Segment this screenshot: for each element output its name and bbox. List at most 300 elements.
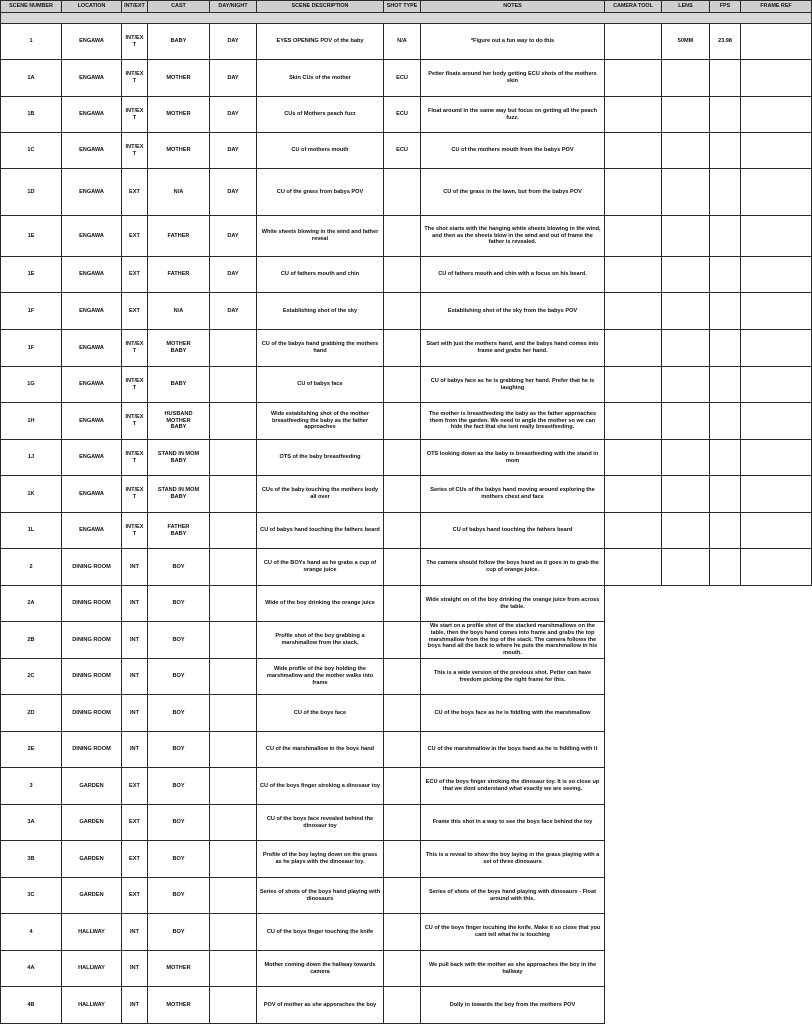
int-ext-cell: INT/EXT <box>122 24 148 60</box>
table-row <box>1 476 812 513</box>
shot-type-cell <box>384 805 421 841</box>
scene-number-cell: 1G <box>1 367 62 403</box>
frame-ref-cell <box>741 476 812 513</box>
location-cell: ENGAWA <box>62 97 122 133</box>
notes-cell: We pull back with the mother as she approaches the boy in the hallway <box>421 951 605 987</box>
header-fps: FPS <box>710 1 741 13</box>
cast-cell <box>148 513 210 549</box>
fps-cell <box>710 476 741 513</box>
day-night-cell <box>210 768 257 805</box>
lens-cell <box>662 622 710 659</box>
scene-number-cell: 4A <box>1 951 62 987</box>
location-cell: GARDEN <box>62 768 122 805</box>
shot-type-cell <box>384 440 421 476</box>
int-ext-cell: INT/EXT <box>122 403 148 440</box>
cast-member: MOTHER <box>166 341 191 348</box>
location-cell: GARDEN <box>62 805 122 841</box>
table-row <box>1 330 812 367</box>
shot-type-cell <box>384 257 421 293</box>
notes-cell: Wide straight on of the boy drinking the orange juice from across the table. <box>421 586 605 622</box>
fps-cell <box>710 622 741 659</box>
fps-cell <box>710 549 741 586</box>
lens-cell <box>662 768 710 805</box>
scene-number-cell: 4 <box>1 914 62 951</box>
frame-ref-cell <box>741 97 812 133</box>
cast-member: N/A <box>173 188 184 195</box>
shot-type-cell <box>384 914 421 951</box>
scene-number-cell: 4B <box>1 987 62 1024</box>
frame-ref-cell <box>741 768 812 805</box>
location-cell: DINING ROOM <box>62 622 122 659</box>
fps-cell <box>710 403 741 440</box>
lens-cell <box>662 878 710 914</box>
header-lens: LENS <box>662 1 710 13</box>
camera-tool-cell <box>605 367 662 403</box>
table-row <box>1 695 812 732</box>
frame-ref-cell <box>741 216 812 257</box>
notes-cell: CU of fathers mouth and chin with a focus on his beard. <box>421 257 605 293</box>
lens-cell <box>662 695 710 732</box>
scene-description-cell: Mother coming down the hallway towards camera <box>257 951 384 987</box>
location-cell: DINING ROOM <box>62 659 122 695</box>
scene-number-cell: 2D <box>1 695 62 732</box>
cast-cell <box>148 24 210 60</box>
cast-cell <box>148 987 210 1024</box>
notes-cell: Petter floats around her body getting ECU shots of the mothers skin <box>421 60 605 97</box>
location-cell: ENGAWA <box>62 257 122 293</box>
notes-cell: *Figure out a fun way to do this <box>421 24 605 60</box>
int-ext-cell: INT <box>122 732 148 768</box>
int-ext-cell: INT/EXT <box>122 133 148 169</box>
notes-cell: Series of shots of the boys hand playing with dinosaurs - Float around with this. <box>421 878 605 914</box>
camera-tool-cell <box>605 659 662 695</box>
notes-cell: The shot starts with the hanging white sheets blowing in the wind, and then as the sheets blow in the wind and out of frame the father is revealed. <box>421 216 605 257</box>
scene-number-cell: 2E <box>1 732 62 768</box>
cast-member: BABY <box>170 494 187 500</box>
camera-tool-cell <box>605 768 662 805</box>
cast-member: BOY <box>172 673 185 679</box>
location-cell: ENGAWA <box>62 476 122 513</box>
int-ext-cell: INT/EXT <box>122 440 148 476</box>
scene-number-cell: 2B <box>1 622 62 659</box>
lens-cell: 50MM <box>662 24 710 60</box>
shot-type-cell <box>384 403 421 440</box>
lens-cell <box>662 440 710 476</box>
scene-description-cell: Wide of the boy drinking the orange juice <box>257 586 384 622</box>
frame-ref-cell <box>741 257 812 293</box>
notes-cell: Establishing shot of the sky from the babys POV <box>421 293 605 330</box>
camera-tool-cell <box>605 914 662 951</box>
scene-description-cell: CU of the BOYs hand as he grabs a cup of orange juice <box>257 549 384 586</box>
scene-description-cell: CU of the grass from babys POV <box>257 169 384 216</box>
notes-cell: CU of babys hand touching the fathers beard <box>421 513 605 549</box>
scene-description-cell: CU of fathers mouth and chin <box>257 257 384 293</box>
scene-description-cell: Profile shot of the boy grabbing a marshmallow from the stack. <box>257 622 384 659</box>
camera-tool-cell <box>605 97 662 133</box>
shot-type-cell <box>384 293 421 330</box>
int-ext-cell: INT/EXT <box>122 367 148 403</box>
int-ext-cell: EXT <box>122 805 148 841</box>
shot-type-cell: ECU <box>384 97 421 133</box>
day-night-cell <box>210 878 257 914</box>
scene-description-cell: CU of the boys face revealed behind the dinosaur toy <box>257 805 384 841</box>
int-ext-cell: INT/EXT <box>122 60 148 97</box>
fps-cell: 23.98 <box>710 24 741 60</box>
day-night-cell <box>210 330 257 367</box>
location-cell: ENGAWA <box>62 330 122 367</box>
fps-cell <box>710 695 741 732</box>
lens-cell <box>662 330 710 367</box>
table-row <box>1 24 812 60</box>
notes-cell: CU of the boys finger tocuhing the knife. Make it so close that you cant tell what he is touching <box>421 914 605 951</box>
location-cell: ENGAWA <box>62 60 122 97</box>
notes-cell: Dolly in towards the boy from the mothers POV <box>421 987 605 1024</box>
lens-cell <box>662 841 710 878</box>
table-row <box>1 133 812 169</box>
notes-cell: We start on a profile shot of the stacked marshmallows on the table, then the boys hand comes into frame and grabs the top marshmallow from the top of the stack. The camera follows the boys hand all the back to where he puts the marshmallow in his mouth. <box>421 622 605 659</box>
spacer-cell <box>1 13 812 24</box>
header-camera-tool: CAMERA TOOL <box>605 1 662 13</box>
lens-cell <box>662 403 710 440</box>
cast-member: BOY <box>172 819 185 825</box>
header-scene-description: SCENE DESCRIPTION <box>257 1 384 13</box>
cast-cell <box>148 330 210 367</box>
notes-cell: CU of babys face as he is grabbing her hand. Prefer that he is laughing <box>421 367 605 403</box>
fps-cell <box>710 169 741 216</box>
cast-member: BABY <box>170 424 187 431</box>
cast-cell <box>148 549 210 586</box>
location-cell: DINING ROOM <box>62 732 122 768</box>
int-ext-cell: INT <box>122 987 148 1024</box>
cast-cell <box>148 951 210 987</box>
frame-ref-cell <box>741 987 812 1024</box>
camera-tool-cell <box>605 805 662 841</box>
camera-tool-cell <box>605 586 662 622</box>
cast-cell <box>148 293 210 330</box>
lens-cell <box>662 60 710 97</box>
header-cast: CAST <box>148 1 210 13</box>
fps-cell <box>710 513 741 549</box>
scene-number-cell: 1D <box>1 169 62 216</box>
scene-number-cell: 2A <box>1 586 62 622</box>
shot-type-cell <box>384 216 421 257</box>
lens-cell <box>662 169 710 216</box>
notes-cell: CU of the grass in the lawn, but from the babys POV <box>421 169 605 216</box>
scene-description-cell: CU of the boys finger stroking a dinosaur toy <box>257 768 384 805</box>
location-cell: ENGAWA <box>62 513 122 549</box>
camera-tool-cell <box>605 330 662 367</box>
cast-member: MOTHER <box>166 74 191 81</box>
camera-tool-cell <box>605 60 662 97</box>
day-night-cell: DAY <box>210 257 257 293</box>
scene-description-cell: White sheets blowing in the wind and father reveal <box>257 216 384 257</box>
table-row <box>1 878 812 914</box>
cast-member: BOY <box>172 928 185 935</box>
fps-cell <box>710 216 741 257</box>
lens-cell <box>662 914 710 951</box>
notes-cell: This is a reveal to show the boy laying in the grass playing with a set of three dinosaurs <box>421 841 605 878</box>
frame-ref-cell <box>741 403 812 440</box>
frame-ref-cell <box>741 841 812 878</box>
frame-ref-cell <box>741 169 812 216</box>
lens-cell <box>662 293 710 330</box>
day-night-cell: DAY <box>210 60 257 97</box>
table-row <box>1 914 812 951</box>
scene-description-cell: Profile of the boy laying down on the grass as he plays with the dinosaur toy. <box>257 841 384 878</box>
shot-type-cell <box>384 586 421 622</box>
camera-tool-cell <box>605 695 662 732</box>
cast-member: BOY <box>172 746 185 752</box>
shot-type-cell <box>384 513 421 549</box>
camera-tool-cell <box>605 987 662 1024</box>
location-cell: ENGAWA <box>62 440 122 476</box>
scene-number-cell: 1E <box>1 216 62 257</box>
camera-tool-cell <box>605 732 662 768</box>
location-cell: HALLWAY <box>62 914 122 951</box>
scene-number-cell: 1C <box>1 133 62 169</box>
camera-tool-cell <box>605 951 662 987</box>
lens-cell <box>662 805 710 841</box>
cast-cell <box>148 878 210 914</box>
table-row <box>1 169 812 216</box>
notes-cell: Start with just the mothers hand, and the babys hand comes into frame and grabs her hand. <box>421 330 605 367</box>
table-row <box>1 951 812 987</box>
cast-cell <box>148 367 210 403</box>
frame-ref-cell <box>741 133 812 169</box>
location-cell: DINING ROOM <box>62 586 122 622</box>
table-row <box>1 659 812 695</box>
frame-ref-cell <box>741 513 812 549</box>
scene-number-cell: 2 <box>1 549 62 586</box>
shot-type-cell <box>384 768 421 805</box>
header-row <box>1 1 812 13</box>
header-frame-ref: FRAME REF <box>741 1 812 13</box>
cast-member: FATHER <box>167 271 190 277</box>
frame-ref-cell <box>741 805 812 841</box>
lens-cell <box>662 513 710 549</box>
scene-number-cell: 1K <box>1 476 62 513</box>
scene-description-cell: Establishing shot of the sky <box>257 293 384 330</box>
fps-cell <box>710 440 741 476</box>
cast-member: BOY <box>172 782 185 789</box>
scene-description-cell: CU of the boys face <box>257 695 384 732</box>
cast-member: BOY <box>172 563 185 570</box>
camera-tool-cell <box>605 293 662 330</box>
camera-tool-cell <box>605 622 662 659</box>
location-cell: DINING ROOM <box>62 695 122 732</box>
lens-cell <box>662 951 710 987</box>
int-ext-cell: INT <box>122 549 148 586</box>
frame-ref-cell <box>741 622 812 659</box>
shot-type-cell <box>384 878 421 914</box>
shot-type-cell <box>384 622 421 659</box>
lens-cell <box>662 732 710 768</box>
location-cell: ENGAWA <box>62 403 122 440</box>
fps-cell <box>710 914 741 951</box>
fps-cell <box>710 732 741 768</box>
day-night-cell: DAY <box>210 169 257 216</box>
location-cell: HALLWAY <box>62 987 122 1024</box>
scene-number-cell: 3B <box>1 841 62 878</box>
location-cell: ENGAWA <box>62 133 122 169</box>
lens-cell <box>662 257 710 293</box>
frame-ref-cell <box>741 659 812 695</box>
frame-ref-cell <box>741 586 812 622</box>
shot-type-cell <box>384 841 421 878</box>
int-ext-cell: INT <box>122 914 148 951</box>
notes-cell: Float around in the same way but focus on getting all the peach fuzz. <box>421 97 605 133</box>
scene-number-cell: 1E <box>1 257 62 293</box>
lens-cell <box>662 549 710 586</box>
camera-tool-cell <box>605 549 662 586</box>
header-day-night: DAY/NIGHT <box>210 1 257 13</box>
camera-tool-cell <box>605 133 662 169</box>
day-night-cell: DAY <box>210 293 257 330</box>
scene-number-cell: 1B <box>1 97 62 133</box>
day-night-cell <box>210 476 257 513</box>
lens-cell <box>662 586 710 622</box>
camera-tool-cell <box>605 403 662 440</box>
cast-cell <box>148 169 210 216</box>
scene-number-cell: 1F <box>1 293 62 330</box>
camera-tool-cell <box>605 841 662 878</box>
spacer-row <box>1 13 812 24</box>
scene-description-cell: OTS of the baby breastfeeding <box>257 440 384 476</box>
int-ext-cell: EXT <box>122 768 148 805</box>
scene-number-cell: 1J <box>1 440 62 476</box>
scene-description-cell: CU of the marshmallow in the boys hand <box>257 732 384 768</box>
camera-tool-cell <box>605 878 662 914</box>
frame-ref-cell <box>741 732 812 768</box>
scene-number-cell: 1 <box>1 24 62 60</box>
lens-cell <box>662 216 710 257</box>
fps-cell <box>710 951 741 987</box>
scene-description-cell: POV of mother as she apporaches the boy <box>257 987 384 1024</box>
scene-description-cell: CU of mothers mouth <box>257 133 384 169</box>
scene-description-cell: CU of the babys hand grabbing the mothers hand <box>257 330 384 367</box>
table-row <box>1 216 812 257</box>
int-ext-cell: INT/EXT <box>122 97 148 133</box>
fps-cell <box>710 257 741 293</box>
shot-type-cell <box>384 732 421 768</box>
cast-member: N/A <box>173 307 184 314</box>
cast-cell <box>148 216 210 257</box>
notes-cell: CU of the boys face as he is fiddling with the marshmallow <box>421 695 605 732</box>
scene-description-cell: Wide profile of the boy holding the marshmallow and the mother walks into frame <box>257 659 384 695</box>
scene-number-cell: 1H <box>1 403 62 440</box>
notes-cell: Series of CUs of the babys hand moving around exploring the mothers chest and face <box>421 476 605 513</box>
lens-cell <box>662 659 710 695</box>
day-night-cell <box>210 659 257 695</box>
cast-member: MOTHER <box>166 1001 191 1008</box>
day-night-cell <box>210 622 257 659</box>
location-cell: ENGAWA <box>62 367 122 403</box>
scene-description-cell: CUs of the baby touching the mothers body all over <box>257 476 384 513</box>
int-ext-cell: INT <box>122 659 148 695</box>
int-ext-cell: INT/EXT <box>122 513 148 549</box>
frame-ref-cell <box>741 914 812 951</box>
int-ext-cell: EXT <box>122 257 148 293</box>
cast-member: HUSBAND <box>164 410 193 417</box>
day-night-cell <box>210 440 257 476</box>
cast-member: BABY <box>170 530 187 537</box>
notes-cell: CU of the marshmallow in the boys hand as he is fiddling with it <box>421 732 605 768</box>
cast-member: BABY <box>170 38 187 44</box>
cast-cell <box>148 768 210 805</box>
scene-description-cell: EYES OPENING POV of the baby <box>257 24 384 60</box>
lens-cell <box>662 476 710 513</box>
frame-ref-cell <box>741 951 812 987</box>
camera-tool-cell <box>605 169 662 216</box>
table-row <box>1 513 812 549</box>
notes-cell: This is a wide version of the previous shot. Petter can have freedom picking the right frame for this. <box>421 659 605 695</box>
table-row <box>1 987 812 1024</box>
frame-ref-cell <box>741 60 812 97</box>
cast-cell <box>148 403 210 440</box>
cast-cell <box>148 732 210 768</box>
scene-number-cell: 3A <box>1 805 62 841</box>
cast-member: BOY <box>172 600 185 606</box>
table-row <box>1 367 812 403</box>
location-cell: HALLWAY <box>62 951 122 987</box>
fps-cell <box>710 586 741 622</box>
fps-cell <box>710 97 741 133</box>
shot-type-cell <box>384 476 421 513</box>
table-row <box>1 586 812 622</box>
lens-cell <box>662 987 710 1024</box>
frame-ref-cell <box>741 549 812 586</box>
location-cell: ENGAWA <box>62 24 122 60</box>
shot-type-cell: ECU <box>384 60 421 97</box>
lens-cell <box>662 97 710 133</box>
int-ext-cell: EXT <box>122 841 148 878</box>
lens-cell <box>662 133 710 169</box>
int-ext-cell: INT <box>122 622 148 659</box>
int-ext-cell: EXT <box>122 169 148 216</box>
lens-cell <box>662 367 710 403</box>
location-cell: GARDEN <box>62 841 122 878</box>
cast-cell <box>148 805 210 841</box>
scene-number-cell: 3C <box>1 878 62 914</box>
fps-cell <box>710 878 741 914</box>
table-row <box>1 768 812 805</box>
fps-cell <box>710 60 741 97</box>
scene-number-cell: 3 <box>1 768 62 805</box>
shot-type-cell <box>384 367 421 403</box>
header-int-ext: INT/EXT <box>122 1 148 13</box>
cast-member: FATHER <box>167 523 190 530</box>
day-night-cell <box>210 841 257 878</box>
cast-cell <box>148 97 210 133</box>
cast-cell <box>148 476 210 513</box>
location-cell: ENGAWA <box>62 293 122 330</box>
table-row <box>1 622 812 659</box>
day-night-cell <box>210 805 257 841</box>
int-ext-cell: EXT <box>122 878 148 914</box>
day-night-cell <box>210 695 257 732</box>
notes-cell: The mother is breastfeeding the baby as the father approaches them from the garden. We need to angle the mother so we can hide the fact that she isnt really breastfeeding. <box>421 403 605 440</box>
notes-cell: OTS looking down as the baby is breastfeeding with the stand in mom <box>421 440 605 476</box>
shot-type-cell <box>384 951 421 987</box>
fps-cell <box>710 133 741 169</box>
fps-cell <box>710 293 741 330</box>
header-shot-type: SHOT TYPE <box>384 1 421 13</box>
cast-member: BOY <box>172 855 185 862</box>
location-cell: ENGAWA <box>62 169 122 216</box>
shot-type-cell <box>384 659 421 695</box>
int-ext-cell: INT <box>122 586 148 622</box>
fps-cell <box>710 330 741 367</box>
